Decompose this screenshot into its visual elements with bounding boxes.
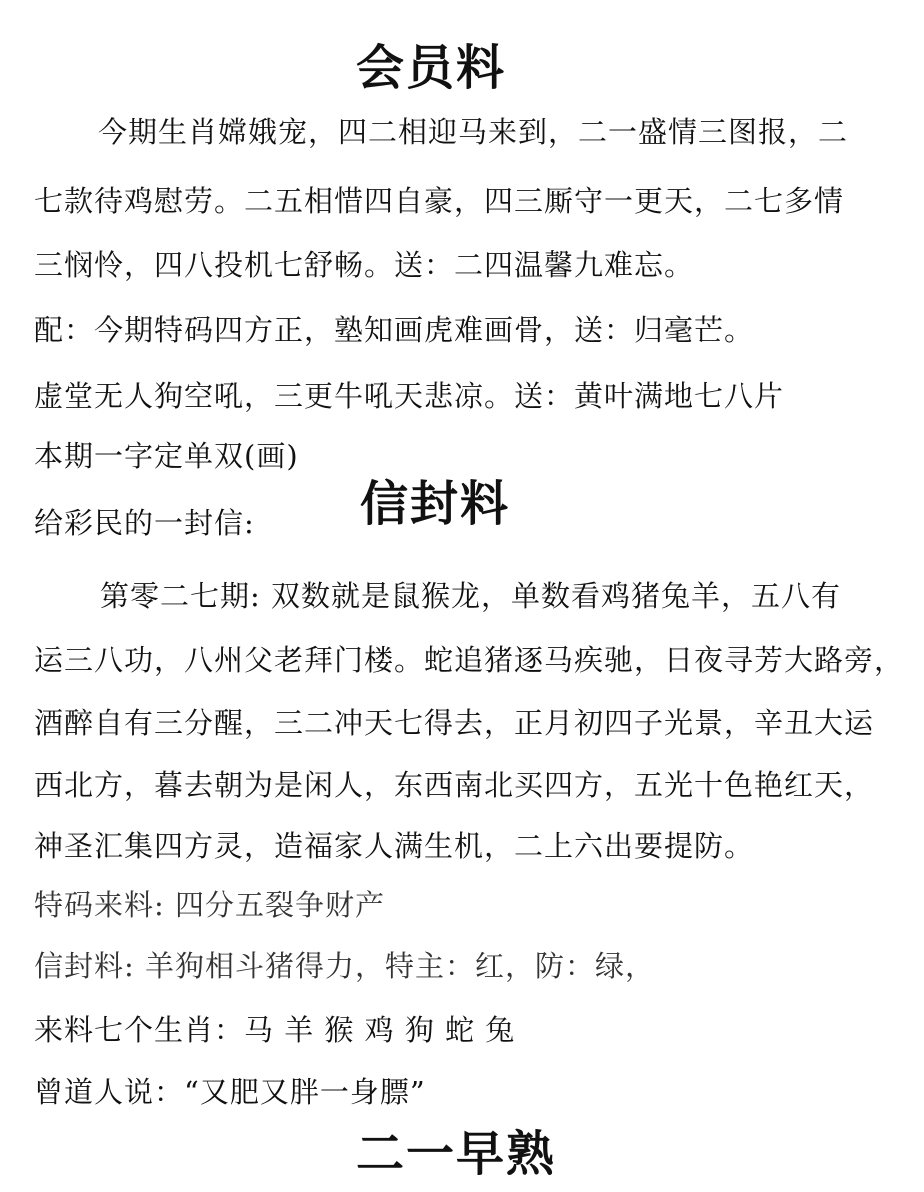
section-title-member: 会员料	[356, 40, 507, 96]
envelope-text-line: 第零二七期: 双数就是鼠猴龙，单数看鸡猪兔羊，五八有	[100, 579, 841, 613]
member-text-line: 三悯怜，四八投机七舒畅。送：二四温馨九难忘。	[34, 248, 695, 282]
envelope-text-line: 特码来料: 四分五裂争财产	[34, 888, 385, 922]
section-title-envelope: 信封料	[360, 476, 511, 532]
member-text-line: 虚堂无人狗空吼，三更牛吼天悲凉。送：黄叶满地七八片	[34, 379, 785, 413]
letter-intro: 给彩民的一封信:	[34, 506, 255, 540]
member-text-line: 七款待鸡慰劳。二五相惜四自豪，四三厮守一更天，二七多情	[34, 184, 845, 218]
envelope-text-line: 西北方，暮去朝为是闲人，东西南北买四方，五光十色艳红天，	[34, 768, 875, 802]
envelope-text-line: 神圣汇集四方灵，造福家人满生机，二上六出要提防。	[34, 829, 755, 863]
envelope-text-line: 运三八功，八州父老拜门楼。蛇追猪逐马疾驰，日夜寻芳大路旁，	[34, 643, 905, 677]
member-text-line: 今期生肖嫦娥宠，四二相迎马来到，二一盛情三图报，二	[98, 115, 849, 149]
section-title-early: 二一早熟	[356, 1126, 557, 1182]
envelope-text-line: 曾道人说：“又肥又胖一身膘”	[34, 1075, 426, 1109]
member-text-line: 配：今期特码四方正，塾知画虎难画骨，送：归毫芒。	[34, 313, 755, 347]
member-text-line: 本期一字定单双(画)	[34, 439, 299, 473]
envelope-text-line: 酒醉自有三分醒，三二冲天七得去，正月初四子光景，辛丑大运	[34, 706, 875, 740]
envelope-text-line: 信封料: 羊狗相斗猪得力，特主：红，防：绿，	[34, 949, 655, 983]
envelope-text-line: 来料七个生肖：马 羊 猴 鸡 狗 蛇 兔	[34, 1013, 516, 1047]
